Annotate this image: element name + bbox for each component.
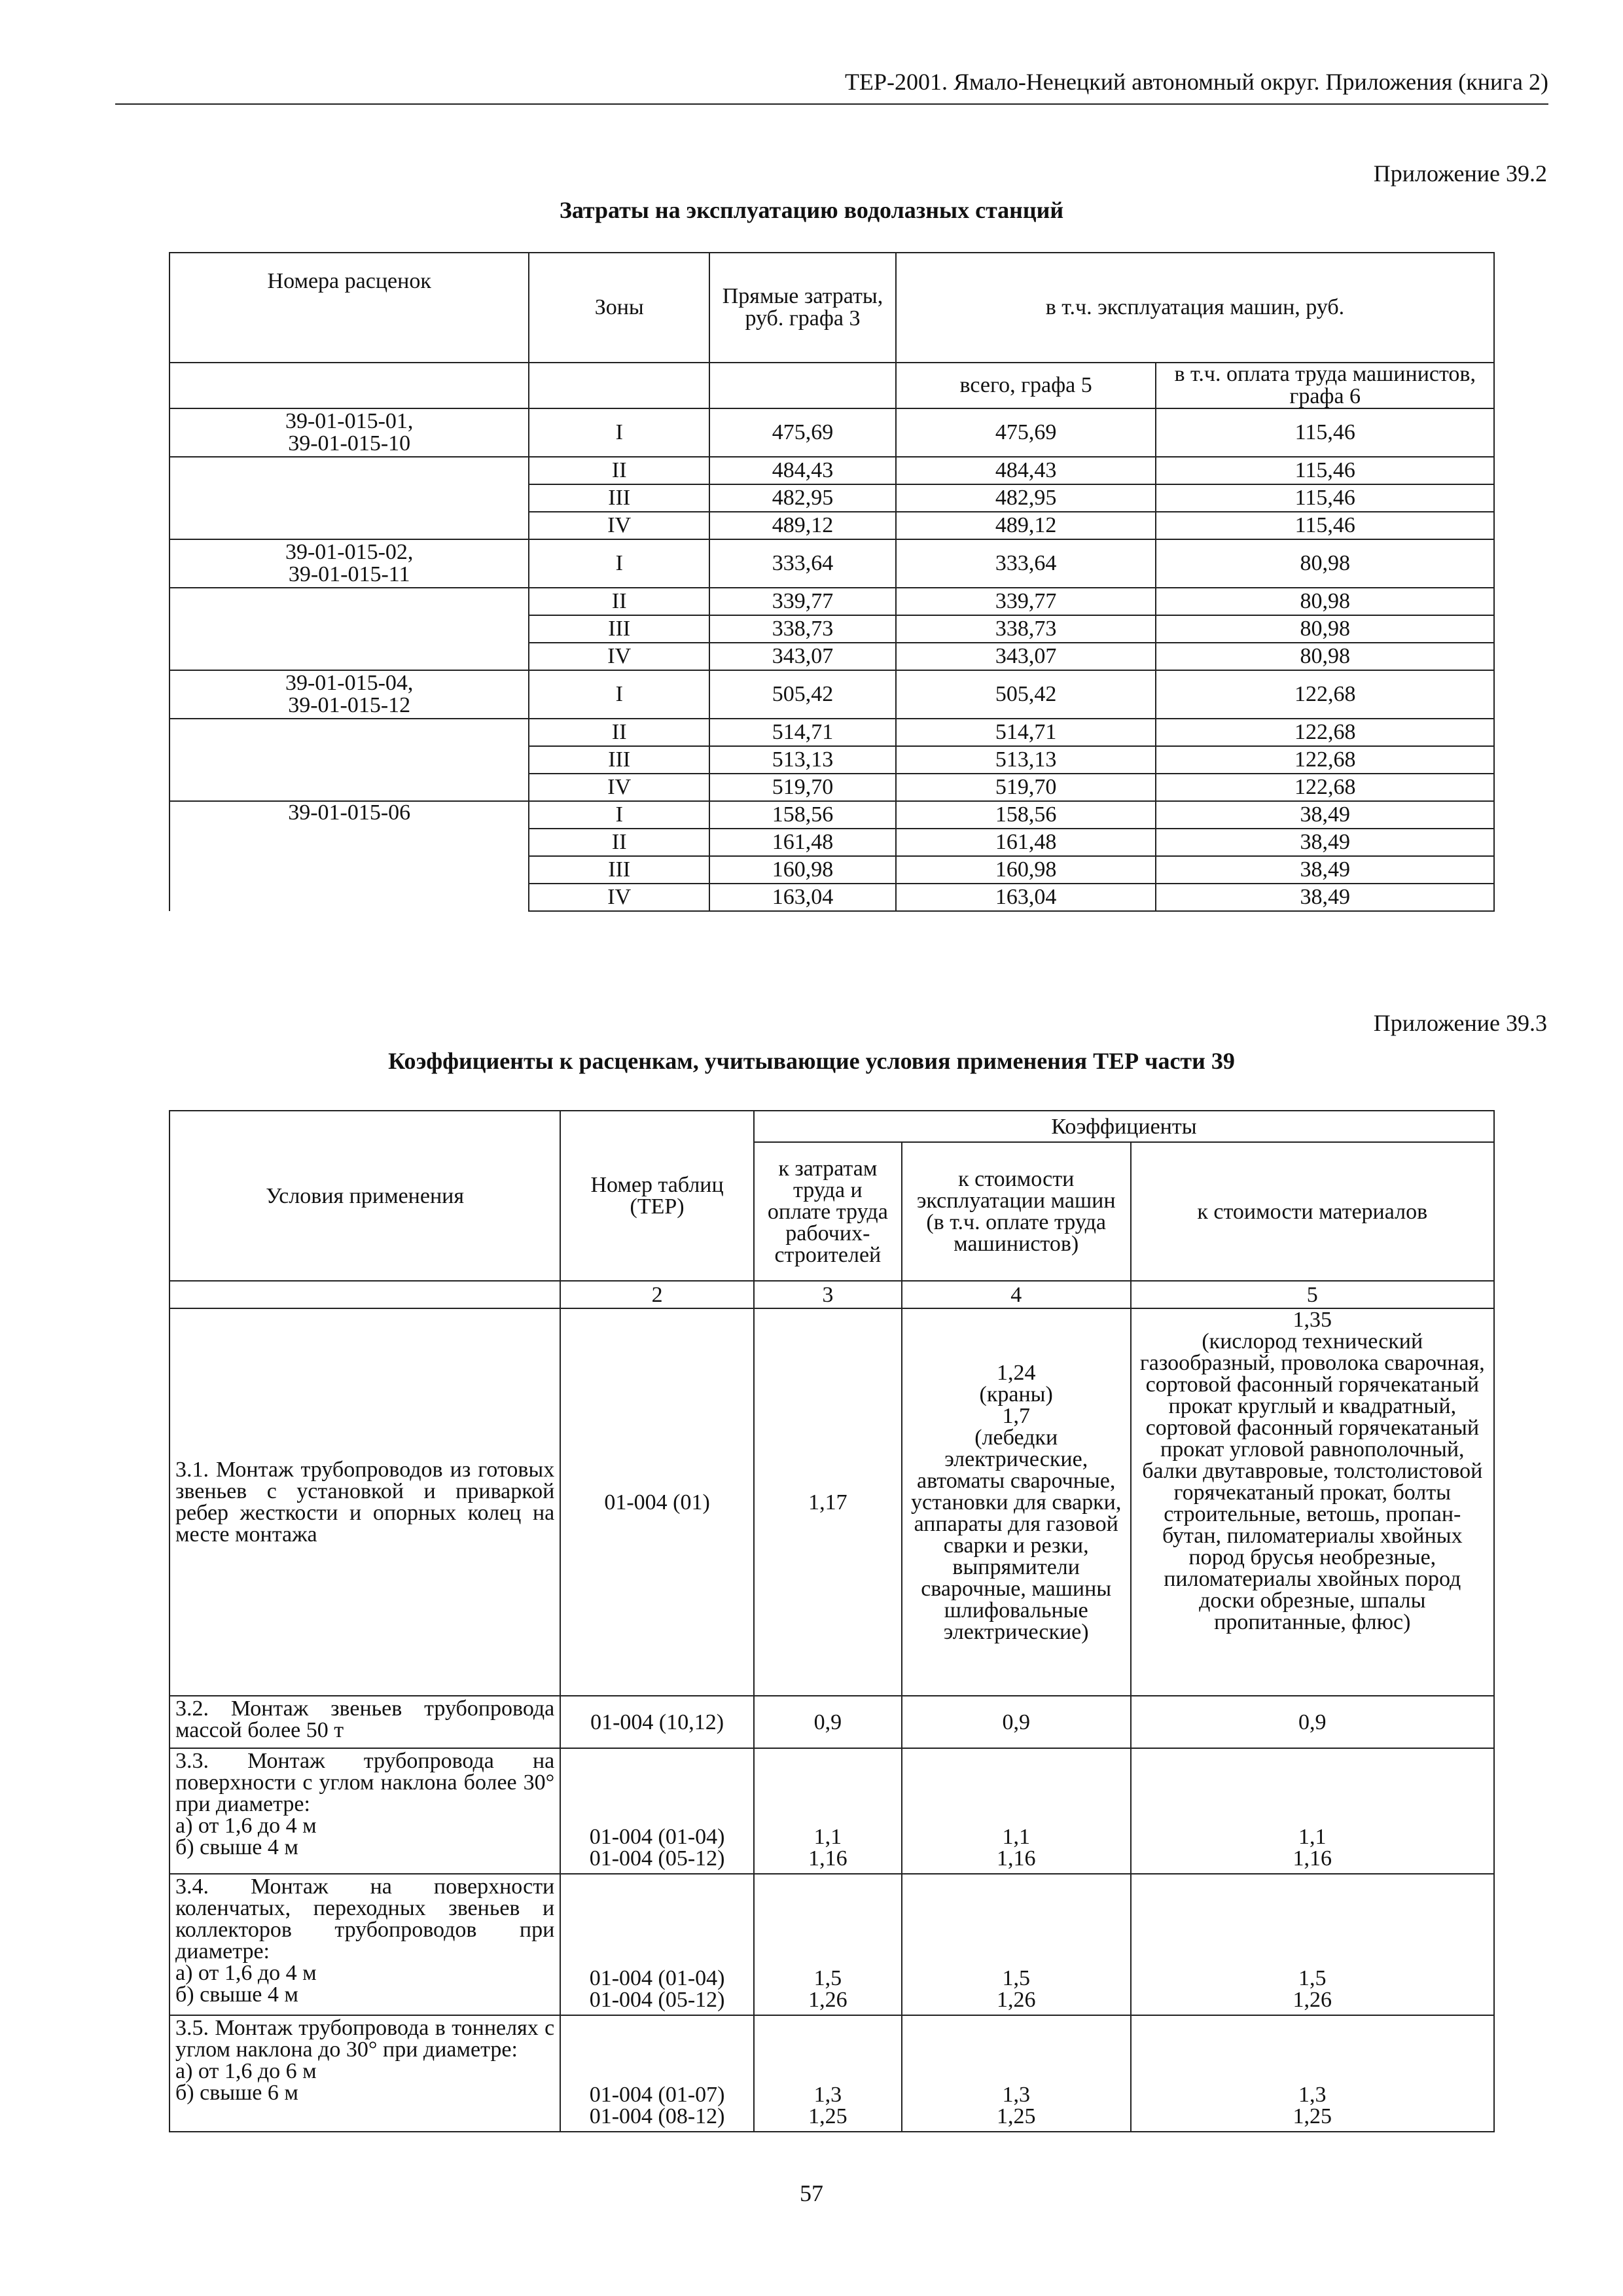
empty-cell [169,746,529,774]
cell-zone: IV [529,774,709,801]
cell-total: 163,04 [896,884,1156,911]
cell-wage: 38,49 [1156,829,1494,856]
empty-cell [169,719,529,746]
condition-cell: 3.4. Монтаж на поверхности коленчатых, переходных звеньев и коллекторов трубопроводов при диаметре: а) от 1,6 до 4 м б) свыше 4 м [169,1874,560,2015]
cell-wage: 38,49 [1156,801,1494,829]
cell-wage: 122,68 [1156,774,1494,801]
cell-total: 338,73 [896,615,1156,643]
col-header-table-number: Номер таблиц (ТЕР) [560,1111,754,1281]
table-number-cell: 01-004 (10,12) [560,1696,754,1748]
cell-direct: 489,12 [709,512,896,539]
cell-zone: I [529,670,709,719]
table-number-cell: 01-004 (01-04) 01-004 (05-12) [560,1748,754,1874]
table-row [169,1308,1494,1696]
cell-zone: II [529,719,709,746]
table-row [169,2015,1494,2132]
empty-cell [169,884,529,911]
col-number-3: 3 [754,1281,902,1308]
labor-coef-cell: 0,9 [754,1696,902,1748]
cell-wage: 80,98 [1156,615,1494,643]
cell-direct: 519,70 [709,774,896,801]
cell-direct: 343,07 [709,643,896,670]
cell-direct: 158,56 [709,801,896,829]
col-header-coefficients: Коэффициенты [754,1111,1494,1142]
table-row [169,774,1494,801]
labor-coef-cell: 1,5 1,26 [754,1874,902,2015]
cell-direct: 163,04 [709,884,896,911]
table-row [169,801,1494,829]
cell-direct: 339,77 [709,588,896,615]
cell-zone: IV [529,512,709,539]
cell-total: 513,13 [896,746,1156,774]
coefficients-table [169,1110,1495,2132]
empty-cell [169,588,529,615]
cell-direct: 513,13 [709,746,896,774]
cell-wage: 122,68 [1156,719,1494,746]
table-row [169,670,1494,719]
table-row [169,1696,1494,1748]
labor-coef-cell: 1,3 1,25 [754,2015,902,2132]
cell-zone: III [529,615,709,643]
cell-wage: 80,98 [1156,643,1494,670]
table-row [169,512,1494,539]
cell-zone: I [529,539,709,588]
cell-wage: 80,98 [1156,539,1494,588]
materials-coef-cell: 0,9 [1131,1696,1494,1748]
cell-zone: II [529,829,709,856]
col-header-machine-operation: в т.ч. эксплуатация машин, руб. [896,253,1494,363]
cell-total: 160,98 [896,856,1156,884]
table-row [169,1748,1494,1874]
col-header-labor: к затратам труда и оплате труда рабочих-строителей [754,1142,902,1281]
col-header-direct-costs: Прямые затраты, руб. графа 3 [709,253,896,363]
empty-cell [169,457,529,484]
diving-stations-cost-table [169,252,1495,912]
cell-total: 475,69 [896,408,1156,457]
table-row [169,408,1494,457]
condition-cell: 3.3. Монтаж трубопровода на поверхности с углом наклона более 30° при диаметре: а) от 1,6 до 4 м б) свыше 4 м [169,1748,560,1874]
rate-codes-cell: 39-01-015-01, 39-01-015-10 [169,408,529,457]
cell-direct: 338,73 [709,615,896,643]
cell-total: 158,56 [896,801,1156,829]
rate-codes-cell: 39-01-015-04, 39-01-015-12 [169,670,529,719]
cell-total: 519,70 [896,774,1156,801]
col-header-zones: Зоны [529,253,709,363]
col-header-codes: Номера расценок [169,253,529,363]
materials-coef-cell: 1,1 1,16 [1131,1748,1494,1874]
rate-codes-cell: 39-01-015-02, 39-01-015-11 [169,539,529,588]
cell-total: 489,12 [896,512,1156,539]
col-number-5: 5 [1131,1281,1494,1308]
table-row [169,457,1494,484]
table-number-cell: 01-004 (01) [560,1308,754,1696]
rate-codes-cell: 39-01-015-06 [169,801,529,829]
cell-total: 514,71 [896,719,1156,746]
cell-wage: 122,68 [1156,746,1494,774]
page-number: 57 [800,2180,823,2206]
cell-wage: 115,46 [1156,484,1494,512]
appendix-39-3-title: Коэффициенты к расценкам, учитывающие условия применения ТЕР части 39 [388,1048,1235,1074]
table-row [169,539,1494,588]
materials-coef-cell: 1,35 (кислород технический газообразный, проволока сварочная, сортовой фасонный горячекатаный прокат круглый и квадратный, сортовой фасонный горячекатаный прокат угловой равнополочный, балки двутавровые, толстолистовой горячекатаный прокат, болты строительные, ветошь, пропан-бутан, пиломатериалы хвойных пород брусья необрезные, пиломатериалы хвойных пород доски обрезные, шпалы пропитанные, флюс) [1131,1308,1494,1696]
machines-coef-cell: 1,24 (краны) 1,7 (лебедки электрические, автоматы сварочные, установки для сварки, аппараты для газовой сварки и резки, выпрямители сварочные, машины шлифовальные электрические) [902,1308,1131,1696]
table-row [169,1874,1494,2015]
cell-zone: I [529,801,709,829]
appendix-39-2-title: Затраты на эксплуатацию водолазных станций [559,197,1064,223]
cell-total: 505,42 [896,670,1156,719]
table-row [169,588,1494,615]
appendix-39-3-label: Приложение 39.3 [1373,1010,1547,1036]
cell-wage: 122,68 [1156,670,1494,719]
cell-direct: 484,43 [709,457,896,484]
cell-direct: 333,64 [709,539,896,588]
materials-coef-cell: 1,5 1,26 [1131,1874,1494,2015]
machines-coef-cell: 1,3 1,25 [902,2015,1131,2132]
machines-coef-cell: 0,9 [902,1696,1131,1748]
cell-zone: I [529,408,709,457]
cell-direct: 475,69 [709,408,896,457]
table-row [169,884,1494,911]
cell-total: 333,64 [896,539,1156,588]
col-number-4: 4 [902,1281,1131,1308]
condition-cell: 3.5. Монтаж трубопровода в тоннелях с углом наклона до 30° при диаметре: а) от 1,6 до 6 м б) свыше 6 м [169,2015,560,2132]
cell-wage: 115,46 [1156,408,1494,457]
col-number-2: 2 [560,1281,754,1308]
cell-zone: IV [529,884,709,911]
cell-direct: 161,48 [709,829,896,856]
cell-zone: III [529,484,709,512]
col-header-operator-wage: в т.ч. оплата труда машинистов, графа 6 [1156,363,1494,408]
cell-zone: III [529,856,709,884]
empty-cell [169,643,529,670]
table-row [169,856,1494,884]
materials-coef-cell: 1,3 1,25 [1131,2015,1494,2132]
empty-cell [169,856,529,884]
cell-direct: 482,95 [709,484,896,512]
table-row [169,829,1494,856]
cell-wage: 38,49 [1156,856,1494,884]
cell-total: 161,48 [896,829,1156,856]
col-header-machines: к стоимости эксплуатации машин (в т.ч. оплате труда машинистов) [902,1142,1131,1281]
empty-cell [169,512,529,539]
cell-total: 343,07 [896,643,1156,670]
appendix-39-2-label: Приложение 39.2 [1373,160,1547,187]
table-number-cell: 01-004 (01-04) 01-004 (05-12) [560,1874,754,2015]
empty-cell [169,484,529,512]
table-row [169,719,1494,746]
cell-zone: II [529,457,709,484]
col-header-total: всего, графа 5 [896,363,1156,408]
running-header: ТЕР-2001. Ямало-Ненецкий автономный округ. Приложения (книга 2) [115,65,1548,105]
cell-direct: 160,98 [709,856,896,884]
condition-cell: 3.2. Монтаж звеньев трубопровода массой более 50 т [169,1696,560,1748]
empty-cell [169,829,529,856]
cell-zone: III [529,746,709,774]
empty-cell [169,615,529,643]
cell-zone: IV [529,643,709,670]
cell-wage: 115,46 [1156,512,1494,539]
cell-total: 339,77 [896,588,1156,615]
machines-coef-cell: 1,1 1,16 [902,1748,1131,1874]
cell-direct: 505,42 [709,670,896,719]
machines-coef-cell: 1,5 1,26 [902,1874,1131,2015]
empty-cell [169,774,529,801]
table-row [169,643,1494,670]
cell-wage: 38,49 [1156,884,1494,911]
cell-wage: 80,98 [1156,588,1494,615]
cell-total: 482,95 [896,484,1156,512]
table-row [169,484,1494,512]
labor-coef-cell: 1,1 1,16 [754,1748,902,1874]
col-header-conditions: Условия применения [169,1111,560,1281]
cell-total: 484,43 [896,457,1156,484]
cell-direct: 514,71 [709,719,896,746]
table-row [169,615,1494,643]
labor-coef-cell: 1,17 [754,1308,902,1696]
cell-zone: II [529,588,709,615]
cell-wage: 115,46 [1156,457,1494,484]
table-row [169,746,1494,774]
col-header-materials: к стоимости материалов [1131,1142,1494,1281]
condition-cell: 3.1. Монтаж трубопроводов из готовых звеньев с установкой и приваркой ребер жесткости и опорных колец на месте монтажа [169,1308,560,1696]
table-number-cell: 01-004 (01-07) 01-004 (08-12) [560,2015,754,2132]
